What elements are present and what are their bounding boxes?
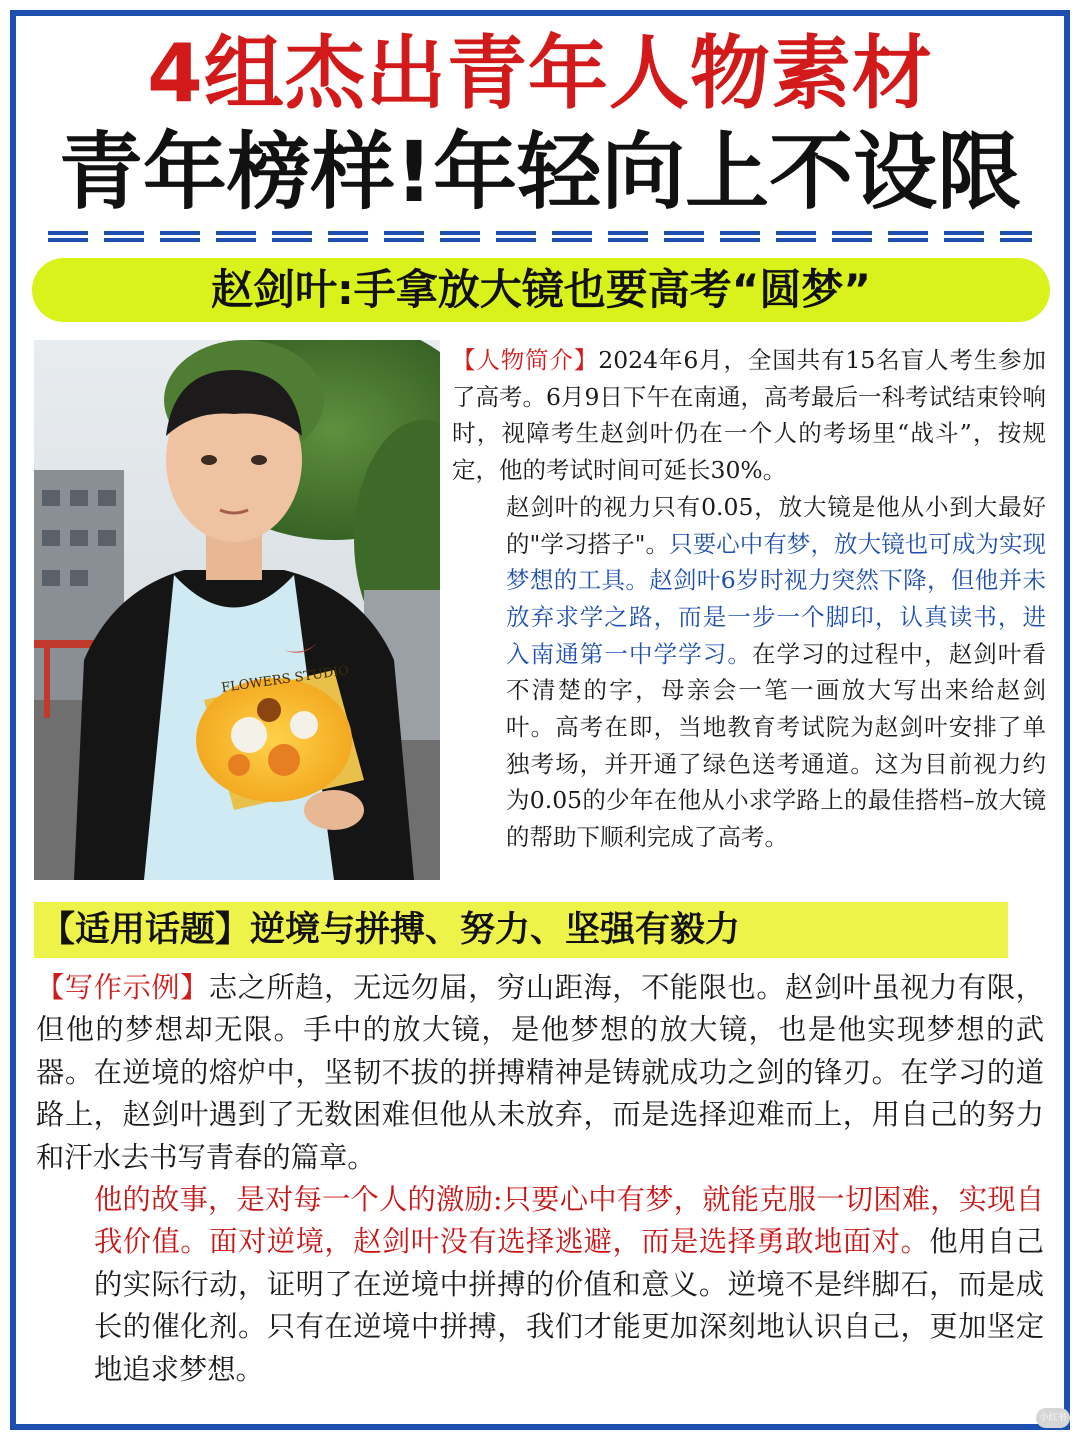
page-title: 4组杰出青年人物素材	[147, 27, 933, 120]
portrait-photo	[34, 340, 440, 880]
example-paragraph-2	[36, 1179, 1044, 1391]
profile-text-b: 在学习的过程中，赵剑叶看不清楚的字，母亲会一笔一画放大写出来给赵剑叶。高考在即，当地教育考试院为赵剑叶安排了单独考场，并开通了绿色送考通道。这为目前视力约为0.05的少年在他从小求学路上的最佳搭档–放大镜的帮助下顺利完成了高考。	[506, 639, 1047, 852]
example-highlight: 他的故事，是对每一个人的激励:只要心中有梦，就能克服一切困难，实现自我价值。面对逆境，赵剑叶没有选择逃避，而是选择勇敢地面对。	[94, 1183, 1044, 1259]
profile-text-a: 赵剑叶的视力只有0.05，放大镜是他从小到大最好的"学习搭子"。	[506, 492, 1046, 558]
topic-banner: 【适用话题】逆境与拼搏、努力、坚强有毅力	[34, 902, 1008, 958]
page-subtitle: 青年榜样!年轻向上不设限	[58, 123, 1022, 221]
profile-text	[452, 342, 1046, 856]
example-paragraph-1	[36, 967, 1044, 1179]
example-tag: 【写作示例】	[36, 971, 209, 1004]
watermark-logo: 小红书	[1036, 1408, 1070, 1428]
example-text-2: 他用自己的实际行动，证明了在逆境中拼搏的价值和意义。逆境不是绊脚石，而是成长的催化剂。只有在逆境中拼搏，我们才能更加深刻地认识自己，更加坚定地追求梦想。	[94, 1225, 1044, 1386]
profile-intro-text: 2024年6月，全国共有15名盲人考生参加了高考。6月9日下午在南通，高考最后一科考试结束铃响时，视障考生赵剑叶仍在一个人的考场里“战斗”，按规定，他的考试时间可延长30%。	[452, 346, 1046, 485]
section-banner: 赵剑叶:手拿放大镜也要高考“圆梦”	[32, 258, 1050, 322]
profile-tag: 【人物简介】	[452, 346, 599, 374]
bouquet-wrapper-text: FLOWERS STUDIO	[220, 663, 351, 696]
dashed-divider	[48, 231, 1032, 242]
example-text-1: 志之所趋，无远勿届，穷山距海，不能限也。赵剑叶虽视力有限，但他的梦想却无限。手中的放大镜，是他梦想的放大镜，也是他实现梦想的武器。在逆境的熔炉中，坚韧不拔的拼搏精神是铸就成功之剑的锋刃。在学习的道路上，赵剑叶遇到了无数困难但他从未放弃，而是选择迎难而上，用自己的努力和汗水去书写青春的篇章。	[36, 971, 1044, 1174]
example-text	[36, 967, 1044, 1391]
profile-paragraph-1	[452, 342, 1046, 489]
profile-highlight: 只要心中有梦，放大镜也可成为实现梦想的工具。赵剑叶6岁时视力突然下降，但他并未放弃求学之路，而是一步一个脚印，认真读书，进入南通第一中学学习。	[506, 529, 1047, 668]
profile-paragraph-2	[452, 489, 1046, 856]
